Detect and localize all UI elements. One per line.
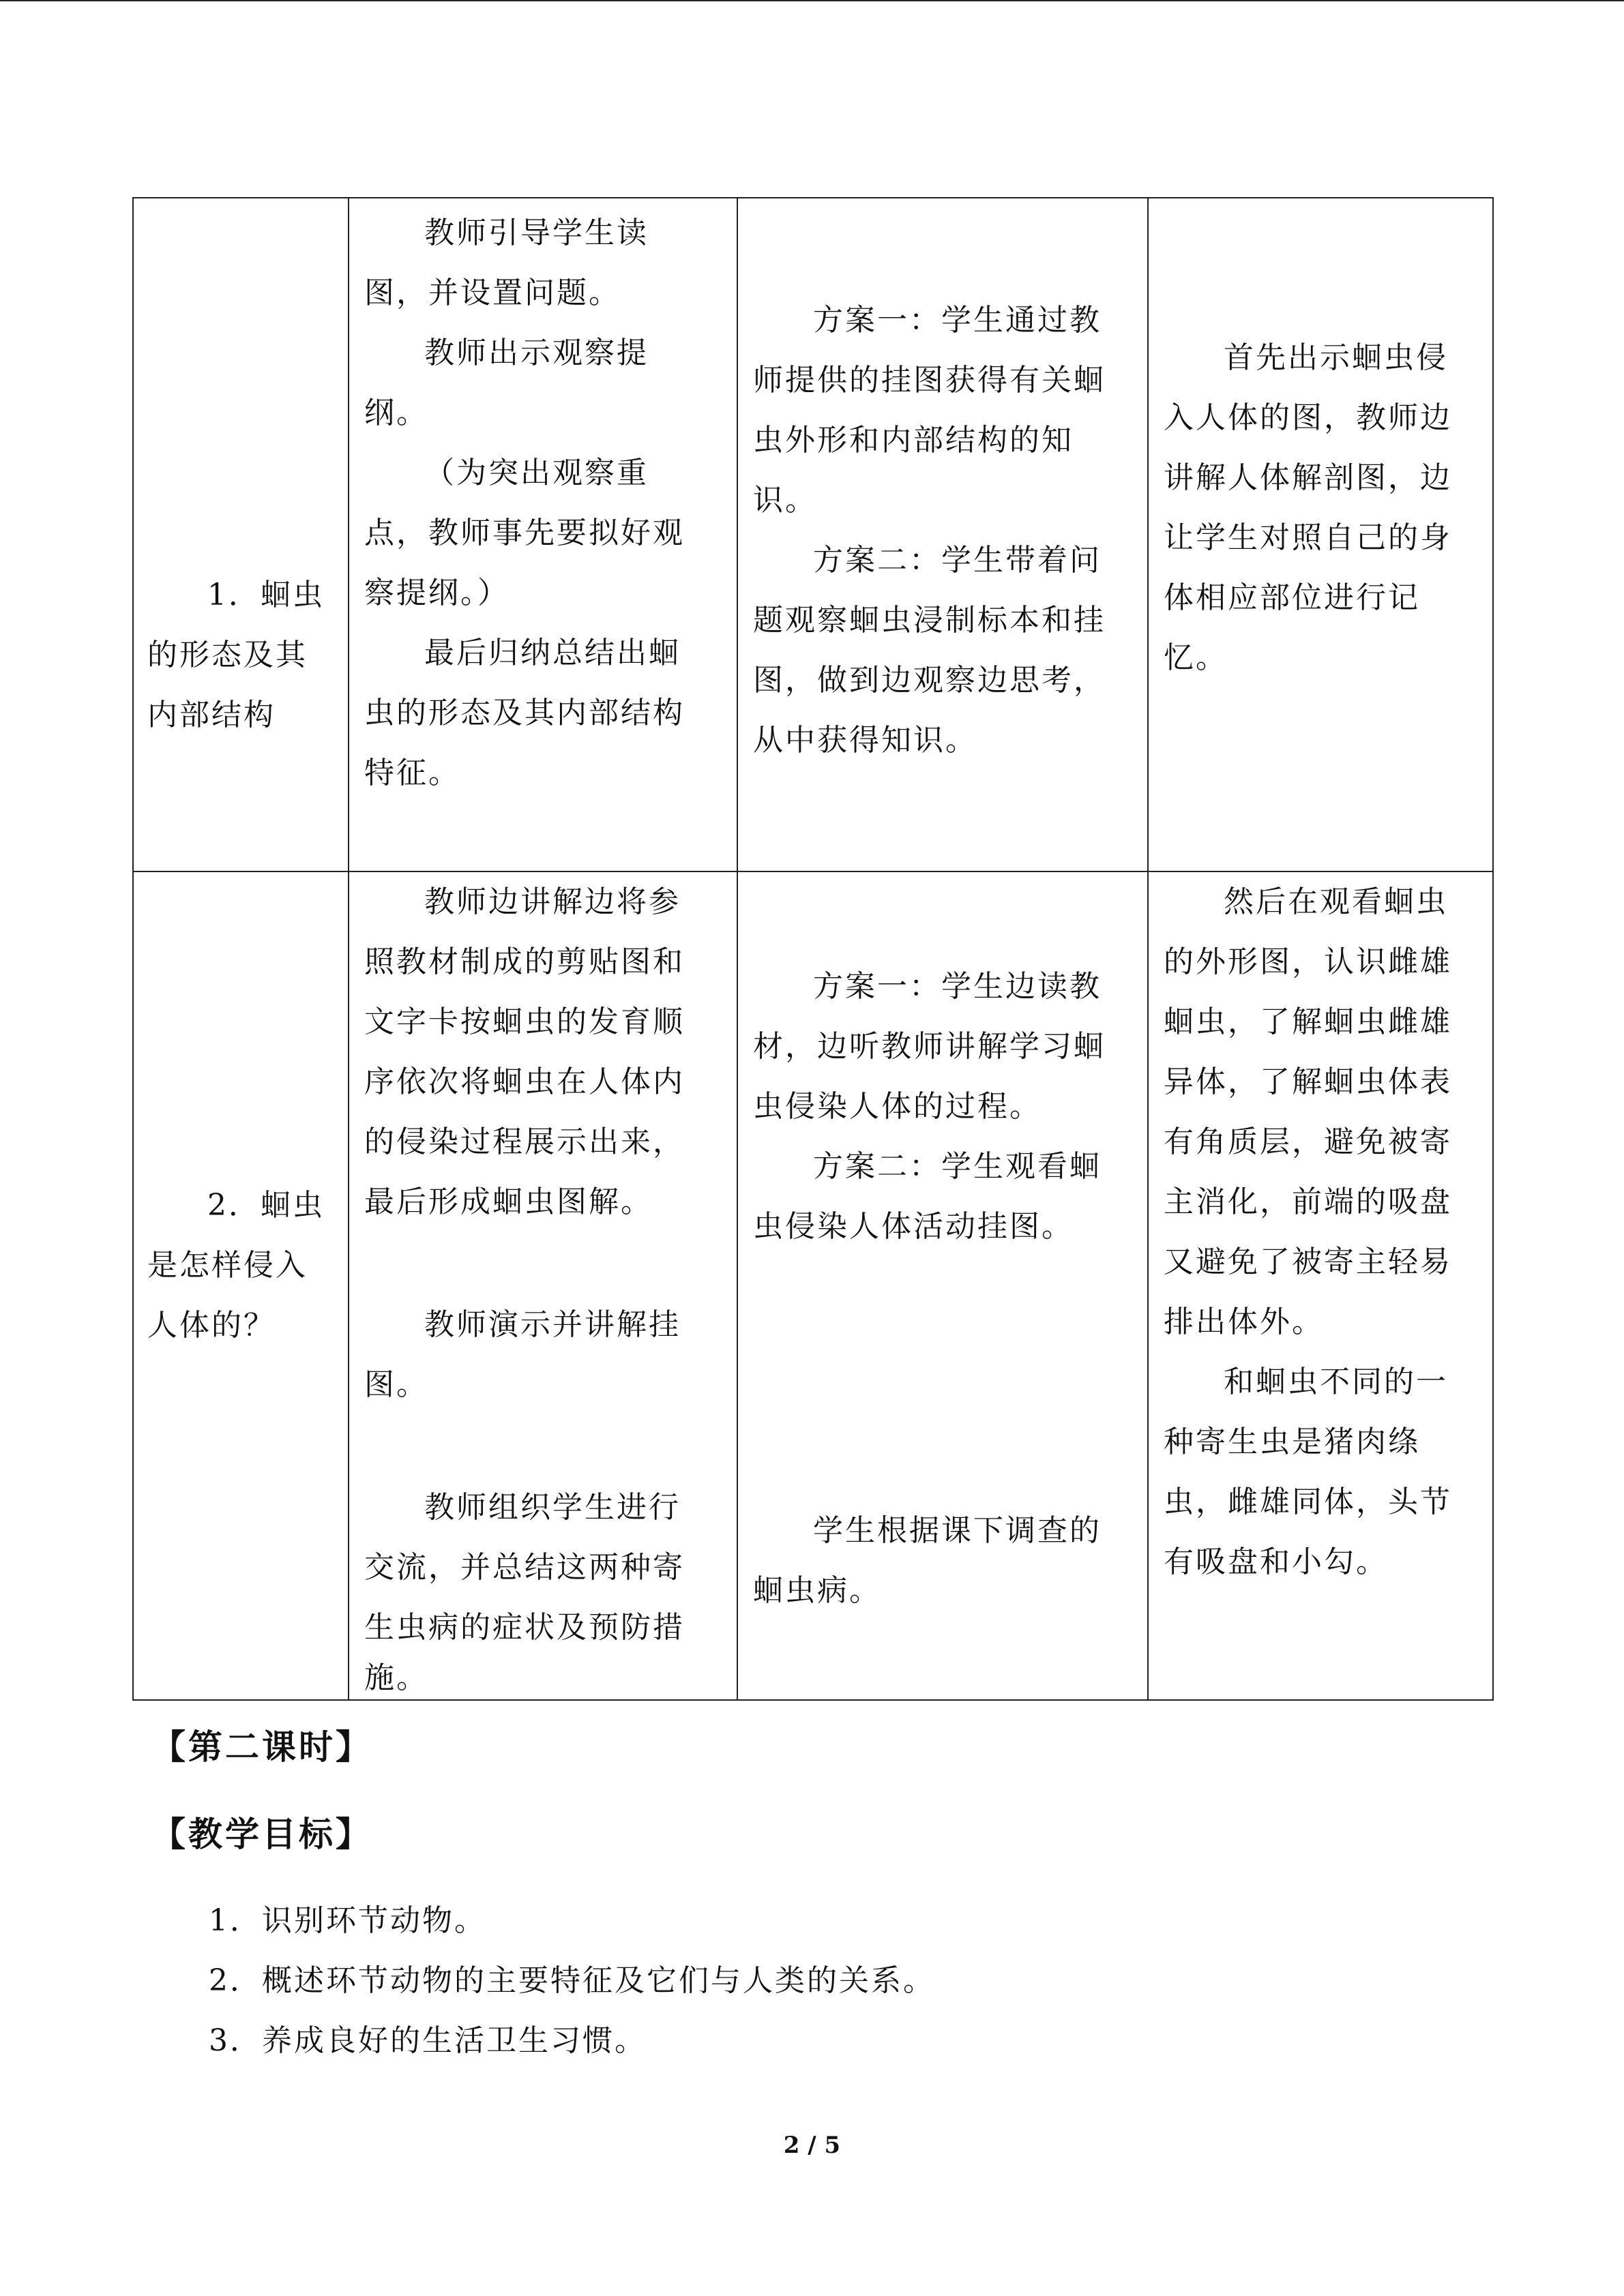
design-notes-cell <box>1148 871 1493 1700</box>
student-line: 虫外形和内部结构的知 <box>753 423 1074 458</box>
teacher-line: 生虫病的症状及预防措 <box>364 1610 685 1645</box>
notes-line: 又避免了被寄主轻易 <box>1164 1244 1452 1279</box>
student-activity-cell <box>737 198 1148 871</box>
topic-line: 是怎样侵入 <box>147 1248 308 1283</box>
section-title: 【第二课时】 <box>151 1727 372 1767</box>
teacher-line: 察提纲。） <box>364 576 510 610</box>
student-line: 图，做到边观察边思考， <box>753 663 1106 698</box>
student-line: 方案二：学生带着问 <box>813 543 1102 578</box>
teacher-line: 图，并设置问题。 <box>364 275 621 310</box>
student-activity-cell <box>737 871 1148 1700</box>
teacher-line: 教师演示并讲解挂 <box>424 1307 681 1342</box>
notes-line: 然后在观看蛔虫 <box>1224 884 1448 919</box>
notes-line: 讲解人体解剖图，边 <box>1164 460 1452 495</box>
table-row <box>133 871 1493 1700</box>
topic-line: 人体的？ <box>147 1308 276 1343</box>
notes-line: 入人体的图，教师边 <box>1164 400 1452 435</box>
notes-line: 和蛔虫不同的一 <box>1224 1365 1448 1399</box>
topic-cell <box>133 198 349 871</box>
teacher-line: 教师引导学生读 <box>424 215 649 250</box>
topic-cell <box>133 871 349 1700</box>
notes-line: 种寄生虫是猪肉绦 <box>1164 1425 1420 1459</box>
teacher-line: 序依次将蛔虫在人体内 <box>364 1064 685 1099</box>
notes-line: 忆。 <box>1164 640 1228 675</box>
teacher-line: 的侵染过程展示出来， <box>364 1124 685 1159</box>
notes-line: 虫，雌雄同体，头节 <box>1164 1485 1452 1519</box>
student-line: 方案二：学生观看蛔 <box>813 1149 1102 1184</box>
student-line: 师提供的挂图获得有关蛔 <box>753 363 1106 398</box>
notes-line: 让学生对照自己的身 <box>1164 520 1452 555</box>
teacher-line: 施。 <box>364 1660 428 1695</box>
student-line: 题观察蛔虫浸制标本和挂 <box>753 603 1106 638</box>
teacher-line: 交流，并总结这两种寄 <box>364 1550 685 1585</box>
student-line: 从中获得知识。 <box>753 723 977 758</box>
student-line: 识。 <box>753 483 817 518</box>
notes-line: 蛔虫，了解蛔虫雌雄 <box>1164 1004 1452 1039</box>
teacher-line: 照教材制成的剪贴图和 <box>364 944 685 979</box>
goal-item: 2．概述环节动物的主要特征及它们与人类的关系。 <box>209 1963 935 1998</box>
notes-line: 的外形图，认识雌雄 <box>1164 944 1452 979</box>
teacher-line: （为突出观察重 <box>424 456 649 490</box>
notes-line: 体相应部位进行记 <box>1164 580 1420 615</box>
design-notes-cell <box>1148 198 1493 871</box>
page-number: 2 / 5 <box>783 2132 841 2159</box>
teacher-activity-cell <box>349 198 737 871</box>
notes-line: 有吸盘和小勾。 <box>1164 1545 1388 1579</box>
topic-line: 内部结构 <box>147 698 276 732</box>
notes-line: 异体，了解蛔虫体表 <box>1164 1064 1452 1099</box>
table-row <box>133 198 1493 871</box>
teacher-activity-cell <box>349 871 737 1700</box>
lesson-table <box>132 197 1494 1701</box>
student-line: 虫侵染人体的过程。 <box>753 1089 1042 1124</box>
topic-line: 1．蛔虫 <box>207 578 325 612</box>
goal-item: 1．识别环节动物。 <box>209 1903 486 1938</box>
teacher-line: 特征。 <box>364 756 460 790</box>
notes-line: 首先出示蛔虫侵 <box>1224 340 1448 375</box>
goals-title: 【教学目标】 <box>151 1815 372 1854</box>
student-line: 虫侵染人体活动挂图。 <box>753 1209 1074 1244</box>
teacher-line: 教师组织学生进行 <box>424 1490 681 1525</box>
student-line: 方案一：学生通过教 <box>813 303 1102 338</box>
notes-line: 有角质层，避免被寄 <box>1164 1124 1452 1159</box>
topic-line: 2．蛔虫 <box>207 1188 325 1223</box>
teacher-line: 教师出示观察提 <box>424 336 649 370</box>
page-top-border <box>0 0 1624 1</box>
teacher-line: 教师边讲解边将参 <box>424 884 681 919</box>
teacher-line: 点，教师事先要拟好观 <box>364 516 685 550</box>
teacher-line: 纲。 <box>364 396 428 430</box>
topic-line: 的形态及其 <box>147 638 308 672</box>
student-line: 材，边听教师讲解学习蛔 <box>753 1029 1106 1064</box>
student-line: 方案一：学生边读教 <box>813 969 1102 1004</box>
teacher-line: 文字卡按蛔虫的发育顺 <box>364 1004 685 1039</box>
teacher-line: 图。 <box>364 1367 428 1402</box>
notes-line: 主消化，前端的吸盘 <box>1164 1184 1452 1219</box>
goal-item: 3．养成良好的生活卫生习惯。 <box>209 2023 647 2058</box>
teacher-line: 最后归纳总结出蛔 <box>424 636 681 670</box>
student-line: 蛔虫病。 <box>753 1573 881 1608</box>
teacher-line: 最后形成蛔虫图解。 <box>364 1184 653 1219</box>
teacher-line: 虫的形态及其内部结构 <box>364 696 685 730</box>
notes-line: 排出体外。 <box>1164 1304 1324 1339</box>
student-line: 学生根据课下调查的 <box>813 1513 1102 1548</box>
